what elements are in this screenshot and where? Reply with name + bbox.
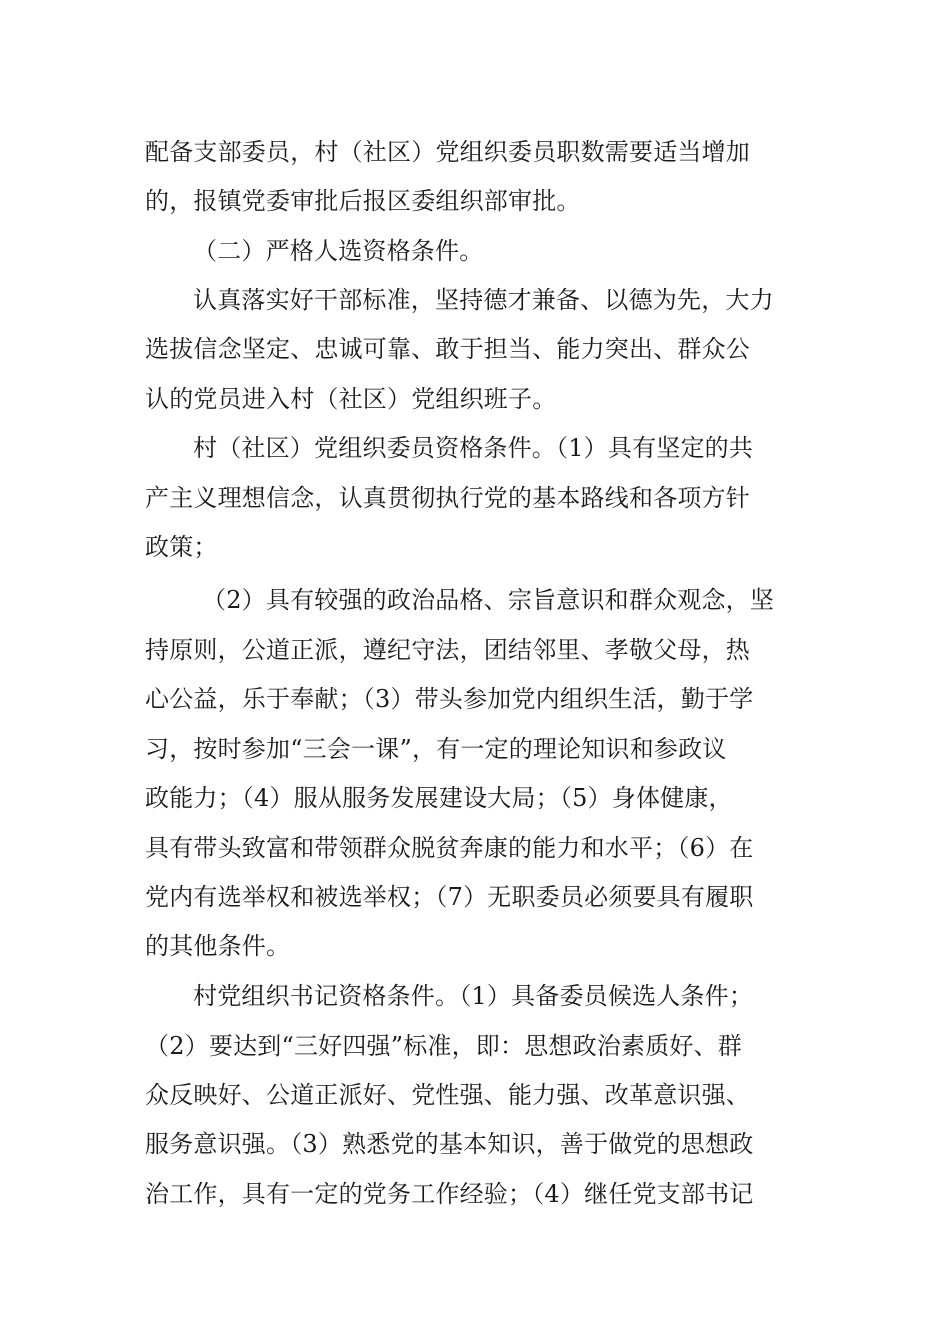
paragraph-start: （2）具有较强的政治品格、宗旨意识和群众观念，坚 xyxy=(202,586,775,614)
text-line: 心公益，乐于奉献；（3）带头参加党内组织生活，勤于学 xyxy=(145,685,754,713)
text-line: 的，报镇党委审批后报区委组织部审批。 xyxy=(145,187,581,215)
text-line: 认的党员进入村（社区）党组织班子。 xyxy=(145,385,557,413)
text-line: 众反映好、公道正派好、党性强、能力强、改革意识强、 xyxy=(145,1081,750,1109)
text-line: 服务意识强。（3）熟悉党的基本知识，善于做党的思想政 xyxy=(145,1130,754,1158)
text-line: 持原则，公道正派，遵纪守法，团结邻里、孝敬父母，热 xyxy=(145,636,750,664)
text-line: 配备支部委员，村（社区）党组织委员职数需要适当增加 xyxy=(145,138,750,166)
text-line: 党内有选举权和被选举权；（7）无职委员必须要具有履职 xyxy=(145,883,754,911)
section-heading: （二）严格人选资格条件。 xyxy=(193,237,484,265)
text-line: 习，按时参加“三会一课”，有一定的理论知识和参政议 xyxy=(145,735,727,763)
text-line: 政能力；（4）服从服务发展建设大局；（5）身体健康， xyxy=(145,784,733,812)
text-line: 治工作，具有一定的党务工作经验；（4）继任党支部书记 xyxy=(145,1180,754,1208)
text-line: 的其他条件。 xyxy=(145,932,291,960)
text-line: （2）要达到“三好四强”标准，即：思想政治素质好、群 xyxy=(145,1032,743,1060)
paragraph-start: 村党组织书记资格条件。（1）具备委员候选人条件； xyxy=(193,982,754,1010)
text-line: 选拔信念坚定、忠诚可靠、敢于担当、能力突出、群众公 xyxy=(145,335,750,363)
text-line: 政策； xyxy=(145,533,218,561)
text-line: 产主义理想信念，认真贯彻执行党的基本路线和各项方针 xyxy=(145,484,750,512)
paragraph-start: 村（社区）党组织委员资格条件。（1）具有坚定的共 xyxy=(193,434,754,462)
paragraph-start: 认真落实好干部标准，坚持德才兼备、以德为先，大力 xyxy=(193,286,774,314)
text-line: 具有带头致富和带领群众脱贫奔康的能力和水平；（6）在 xyxy=(145,834,754,862)
